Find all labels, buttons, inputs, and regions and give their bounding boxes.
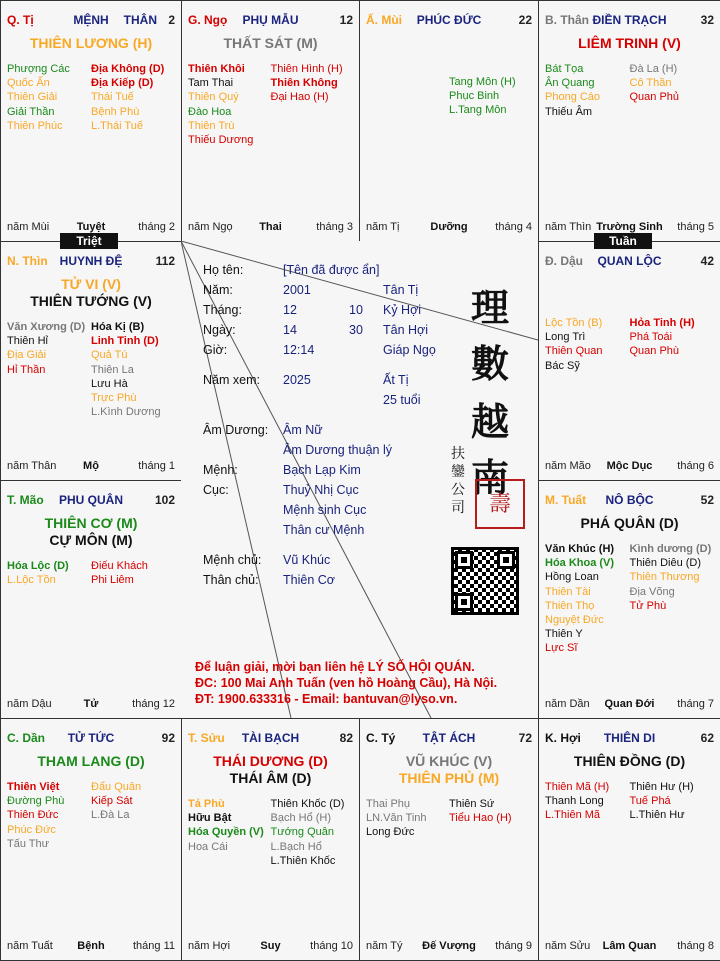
tieu-han-year: năm Hợi — [188, 940, 231, 952]
tieu-han-year: năm Thân — [7, 460, 57, 472]
info-cuc-label: Cục: — [203, 483, 229, 497]
palace-cell-suu[interactable] — [181, 718, 360, 961]
info-thanchu: Thiên Cơ — [283, 573, 335, 587]
minor-stars-right — [449, 75, 532, 118]
minor-stars-right — [91, 320, 175, 419]
minor-star: Phượng Các — [7, 63, 70, 75]
palace-name: PHU QUÂN — [58, 493, 123, 507]
minor-star: Đẩu Quân — [91, 781, 142, 793]
minor-star: Thái Tuế — [91, 91, 134, 104]
tuan-tab: Tuần — [594, 233, 652, 249]
minor-star: Long Trì — [545, 331, 586, 344]
tieu-han-year: năm Tý — [366, 940, 403, 952]
minor-star: Lực Sĩ — [545, 642, 578, 655]
minor-stars-left — [366, 797, 449, 840]
minor-star: Hoa Cái — [188, 840, 228, 853]
center-info-panel — [181, 241, 538, 718]
nguyet-han-month: tháng 3 — [316, 221, 353, 233]
nguyet-han-month: tháng 8 — [677, 940, 714, 952]
info-ho-ten-label: Họ tên: — [203, 263, 244, 277]
minor-star: Thiên Tài — [545, 585, 591, 598]
palace-cell-thin[interactable] — [0, 241, 182, 481]
palace-name: QUAN LỘC — [597, 254, 662, 268]
minor-star: Bệnh Phù — [91, 105, 140, 118]
minor-stars-left — [545, 316, 630, 373]
minor-star: Thiên Không — [270, 77, 338, 90]
minor-star: Đà La (H) — [629, 63, 678, 75]
palace-header — [366, 13, 532, 29]
minor-star: Trực Phù — [91, 392, 137, 405]
truong-sinh: Trường Sinh — [596, 221, 663, 233]
minor-stars-right — [91, 62, 175, 133]
palace-cell-ti[interactable] — [0, 0, 182, 242]
minor-star: L.Bạch Hổ — [270, 840, 322, 853]
minor-star: Thiếu Âm — [545, 105, 593, 118]
palace-header — [7, 254, 175, 270]
minor-stars-left — [545, 62, 630, 119]
dai-han-number: 52 — [700, 493, 714, 507]
company-small-text: 扶鑾公司 — [451, 446, 465, 516]
info-menh: Bạch Lạp Kim — [283, 463, 361, 477]
dai-han-number: 62 — [700, 731, 714, 745]
palace-header — [188, 731, 353, 747]
palace-footer — [7, 460, 175, 474]
minor-star: Tướng Quân — [270, 826, 334, 839]
minor-star: Quan Phù — [629, 345, 680, 358]
info-amduong: Âm Nữ — [283, 423, 323, 437]
info-gio-label: Giờ: — [203, 343, 228, 357]
minor-star: Long Đức — [366, 826, 415, 839]
minor-star: Địa Võng — [629, 585, 675, 598]
info-thang: 12 — [283, 303, 297, 317]
truong-sinh: Bệnh — [77, 940, 105, 952]
palace-name: TẬT ÁCH — [422, 731, 476, 745]
minor-star: Phá Toái — [629, 331, 673, 344]
minor-star: Thiên Trù — [188, 119, 235, 132]
minor-star: Tử Phù — [629, 599, 667, 612]
minor-star: Bác Sỹ — [545, 359, 580, 372]
minor-stars-left — [7, 62, 91, 133]
minor-star: Hồng Loan — [545, 571, 599, 584]
dai-han-number: 112 — [155, 254, 175, 268]
main-star: THIÊN TƯỚNG (V) — [30, 293, 152, 309]
palace-cell-mui[interactable] — [359, 0, 539, 242]
minor-stars-left — [545, 780, 630, 823]
minor-star: L.Thiên Mã — [545, 809, 601, 822]
minor-star: Thiên Hỉ — [7, 335, 48, 348]
tieu-han-year: năm Sửu — [545, 940, 591, 952]
minor-star: L.Lộc Tồn — [7, 574, 56, 587]
info-namxem: 2025 — [283, 373, 311, 387]
minor-star: Hỉ Thần — [7, 363, 46, 376]
triet-tab: Triệt — [60, 233, 118, 249]
palace-header — [545, 13, 714, 29]
qr-code-icon[interactable] — [451, 547, 519, 615]
minor-star: Thiên Thọ — [545, 599, 595, 612]
palace-footer — [545, 698, 714, 712]
nguyet-han-month: tháng 6 — [677, 460, 714, 472]
dai-han-number: 92 — [161, 731, 175, 745]
minor-stars-left — [7, 559, 91, 587]
minor-star: Hóa Kị (B) — [91, 321, 145, 333]
minor-stars-right — [91, 780, 175, 823]
dai-han-number: 42 — [700, 254, 714, 268]
palace-name: TÀI BẠCH — [241, 731, 300, 745]
minor-star: Phong Cáo — [545, 91, 601, 104]
minor-star: Hóa Lộc (D) — [7, 560, 69, 572]
minor-star: Lộc Tồn (B) — [545, 317, 603, 329]
minor-star: Quốc Ấn — [7, 77, 50, 90]
info-gio-canchi: Giáp Ngọ — [383, 343, 436, 357]
calligraphy-char-2: 數 — [471, 341, 510, 386]
minor-star: Điếu Khách — [91, 560, 148, 572]
than-marker: THÂN — [123, 13, 157, 27]
info-ngay: 14 — [283, 323, 297, 337]
info-cuc2: Mệnh sinh Cục — [283, 503, 367, 517]
palace-name: ĐIỀN TRẠCH — [592, 13, 667, 27]
contact-line-2: ĐC: 100 Mai Anh Tuấn (ven hồ Hoàng Cầu), Hà Nội. — [195, 676, 498, 690]
palace-name: HUYNH ĐỆ — [59, 254, 123, 268]
palace-footer — [188, 221, 353, 235]
info-nam-label: Năm: — [203, 283, 233, 297]
can-chi: T. Mão — [7, 493, 44, 507]
nguyet-han-month: tháng 9 — [495, 940, 532, 952]
minor-star: Lưu Hà — [91, 377, 128, 390]
palace-header — [545, 731, 714, 747]
truong-sinh: Tử — [83, 698, 99, 710]
can-chi: B. Thân — [545, 13, 589, 27]
nguyet-han-month: tháng 5 — [677, 221, 714, 233]
main-star: THIÊN CƠ (M) — [44, 515, 138, 531]
nguyet-han-month: tháng 7 — [677, 698, 714, 710]
can-chi: G. Ngọ — [188, 13, 228, 27]
minor-star: Thiên Khốc (D) — [270, 798, 345, 810]
nguyet-han-month: tháng 10 — [310, 940, 353, 952]
info-ngay-canchi: Tân Hợi — [383, 323, 429, 337]
info-thang-am: 10 — [349, 303, 363, 317]
main-star: VŨ KHÚC (V) — [405, 753, 493, 769]
palace-footer — [545, 940, 714, 954]
palace-header — [7, 13, 175, 29]
minor-star: Thanh Long — [545, 795, 604, 808]
minor-star: L.Kình Dương — [91, 406, 161, 419]
minor-star: Bát Tọa — [545, 63, 584, 75]
dai-han-number: 102 — [154, 493, 175, 507]
minor-stars-right — [630, 780, 715, 823]
dai-han-number: 72 — [518, 731, 532, 745]
minor-star: LN.Văn Tinh — [366, 812, 427, 825]
info-thanchu-label: Thân chủ: — [203, 573, 259, 587]
info-thang-label: Tháng: — [203, 303, 242, 317]
minor-star: Thiên Việt — [7, 781, 60, 793]
minor-star: Đại Hao (H) — [270, 91, 329, 104]
can-chi: Ấ. Mùi — [366, 13, 402, 27]
minor-stars-right — [630, 542, 715, 613]
minor-star: Tang Môn (H) — [449, 76, 516, 88]
palace-footer — [7, 698, 175, 712]
minor-star: Phi Liêm — [91, 574, 134, 587]
dai-han-number: 2 — [168, 13, 175, 27]
info-ho-ten: [Tên đã được ẩn] — [283, 263, 380, 277]
can-chi: K. Hợi — [545, 731, 581, 745]
info-namxem-label: Năm xem: — [203, 373, 260, 387]
minor-star: Thiên Hư (H) — [629, 781, 694, 793]
palace-cell-ngo[interactable] — [181, 0, 360, 242]
truong-sinh: Mộc Dục — [606, 460, 653, 472]
palace-footer — [188, 940, 353, 954]
palace-cell-hoi[interactable] — [538, 718, 720, 961]
minor-star: Bạch Hổ (H) — [270, 812, 332, 825]
tieu-han-year: năm Tuất — [7, 940, 53, 952]
minor-star: Linh Tinh (D) — [91, 335, 159, 348]
minor-star: L.Thiên Hư — [629, 809, 685, 822]
palace-header — [545, 493, 714, 509]
tieu-han-year: năm Mão — [545, 460, 591, 472]
minor-stars-right — [449, 797, 532, 825]
palace-header — [366, 731, 532, 747]
minor-star: Địa Kiếp (D) — [91, 77, 154, 90]
truong-sinh: Lâm Quan — [602, 940, 657, 952]
minor-star: Tiểu Hao (H) — [449, 812, 512, 825]
minor-star: Đào Hoa — [188, 105, 232, 118]
minor-star: Hỏa Tinh (H) — [629, 317, 695, 329]
dai-han-number: 32 — [700, 13, 714, 27]
truong-sinh: Đế Vượng — [422, 940, 476, 952]
minor-star: L.Thiên Khốc — [270, 854, 336, 867]
info-nam: 2001 — [283, 283, 311, 297]
tieu-han-year: năm Thìn — [545, 221, 592, 233]
minor-star: Hữu Bật — [188, 812, 232, 825]
minor-star: L.Thái Tuế — [91, 119, 143, 132]
info-cuc: Thuỷ Nhị Cục — [283, 483, 359, 497]
dai-han-number: 22 — [518, 13, 532, 27]
minor-star: Tấu Thư — [7, 837, 50, 850]
nguyet-han-month: tháng 11 — [132, 940, 175, 952]
minor-star: Tam Thai — [188, 77, 234, 90]
palace-footer — [545, 460, 714, 474]
minor-star: Thiên Khôi — [188, 63, 245, 75]
info-namxem-canchi: Ất Tị — [383, 373, 409, 387]
minor-star: Thiên Quan — [545, 345, 603, 358]
palace-name: NÔ BỘC — [605, 493, 654, 507]
info-menh-label: Mệnh: — [203, 463, 238, 477]
minor-star: Thiên Diêu (D) — [629, 557, 702, 570]
truong-sinh: Tuyệt — [76, 221, 106, 233]
contact-block — [195, 659, 535, 707]
main-star: THÁI ÂM (D) — [229, 770, 312, 786]
minor-star: Tuế Phá — [629, 795, 671, 808]
palace-name: THIÊN DI — [603, 731, 656, 745]
minor-star: L.Đà La — [91, 809, 130, 822]
minor-star: Ân Quang — [545, 77, 595, 90]
red-seal: 壽 — [475, 479, 525, 529]
minor-star: Hóa Quyền (V) — [188, 826, 264, 839]
minor-star: Thiên Thương — [629, 571, 700, 584]
info-menhchu: Vũ Khúc — [283, 553, 331, 567]
main-star: THIÊN ĐỒNG (D) — [573, 753, 686, 769]
palace-cell-dan[interactable] — [0, 718, 182, 961]
info-amduong2: Âm Dương thuận lý — [283, 443, 392, 457]
minor-star: Phúc Đức — [7, 823, 56, 836]
minor-stars-left — [188, 62, 271, 147]
minor-star: L.Tang Môn — [449, 104, 507, 117]
tieu-han-year: năm Dần — [545, 698, 590, 710]
contact-line-3[interactable]: ĐT: 1900.633316 - Email: bantuvan@lyso.vn. — [195, 692, 458, 706]
minor-star: Quan Phủ — [629, 91, 680, 104]
palace-cell-tuat[interactable] — [538, 480, 720, 719]
info-ngay-am: 30 — [349, 323, 363, 337]
minor-stars-right — [630, 316, 715, 359]
nguyet-han-month: tháng 4 — [495, 221, 532, 233]
main-star: THIÊN PHỦ (M) — [398, 770, 500, 786]
minor-star: Địa Giải — [7, 349, 47, 362]
minor-star: Thiếu Dương — [188, 134, 254, 147]
minor-star: Địa Không (D) — [91, 63, 165, 75]
info-cuc3: Thân cư Mệnh — [283, 523, 365, 537]
palace-header — [7, 731, 175, 747]
palace-cell-ty[interactable] — [359, 718, 539, 961]
info-menhchu-label: Mệnh chủ: — [203, 553, 262, 567]
truong-sinh: Suy — [260, 940, 281, 952]
dai-han-number: 82 — [339, 731, 353, 745]
minor-star: Đường Phù — [7, 795, 65, 808]
main-star: THIÊN LƯƠNG (H) — [29, 35, 153, 51]
info-thang-canchi: Kỷ Hợi — [383, 303, 422, 317]
tieu-han-year: năm Ngọ — [188, 221, 233, 233]
minor-stars-left — [7, 780, 91, 851]
minor-star: Tả Phù — [188, 798, 225, 810]
main-star: PHÁ QUÂN (D) — [580, 515, 679, 531]
palace-header — [188, 13, 353, 29]
main-star: THAM LANG (D) — [37, 753, 145, 769]
minor-star: Thiên Đức — [7, 809, 59, 822]
minor-star: Thiên Mã (H) — [545, 781, 610, 793]
minor-star: Cô Thần — [629, 77, 672, 90]
palace-name: PHÚC ĐỨC — [416, 13, 482, 27]
info-nam-canchi: Tân Tị — [383, 283, 419, 297]
minor-star: Hóa Khoa (V) — [545, 557, 615, 570]
minor-star: Nguyệt Đức — [545, 614, 604, 627]
palace-footer — [366, 221, 532, 235]
calligraphy-char-3: 越 — [471, 399, 510, 444]
minor-star: Thiên Hình (H) — [270, 63, 343, 75]
dai-han-number: 12 — [339, 13, 353, 27]
minor-star: Thiên Quý — [188, 91, 239, 104]
minor-star: Thiên Giải — [7, 91, 58, 104]
can-chi: C. Dần — [7, 731, 46, 745]
minor-star: Thiên Phúc — [7, 119, 63, 132]
info-amduong-label: Âm Dương: — [203, 423, 269, 437]
palace-header — [7, 493, 175, 509]
can-chi: C. Tý — [366, 731, 396, 745]
truong-sinh: Quan Đới — [604, 698, 655, 710]
main-star: LIÊM TRINH (V) — [578, 35, 681, 51]
truong-sinh: Mộ — [83, 460, 99, 472]
calligraphy-char-4: 南 — [471, 455, 510, 500]
minor-star: Quả Tú — [91, 349, 128, 362]
main-star: THÁI DƯƠNG (D) — [213, 753, 328, 769]
truong-sinh: Dưỡng — [430, 221, 468, 233]
minor-stars-left — [188, 797, 271, 854]
palace-name: MỆNH — [73, 13, 109, 27]
minor-star: Giải Thần — [7, 105, 55, 118]
minor-stars-right — [630, 62, 715, 105]
minor-star: Kình dương (D) — [629, 543, 712, 555]
can-chi: N. Thìn — [7, 254, 48, 268]
nguyet-han-month: tháng 12 — [132, 698, 175, 710]
calligraphy-char-1: 理 — [471, 285, 510, 330]
main-star: TỬ VI (V) — [61, 276, 121, 292]
tieu-han-year: năm Dậu — [7, 698, 52, 710]
minor-star: Văn Xương (D) — [7, 321, 86, 333]
palace-footer — [7, 940, 175, 954]
minor-star: Thiên Sứ — [449, 798, 495, 810]
minor-stars-right — [91, 559, 175, 587]
truong-sinh: Thai — [259, 221, 282, 233]
palace-name: PHỤ MẪU — [242, 13, 299, 27]
can-chi: Đ. Dậu — [545, 254, 584, 268]
palace-cell-than[interactable] — [538, 0, 720, 242]
minor-star: Thiên Y — [545, 628, 583, 641]
minor-star: Phục Binh — [449, 90, 500, 103]
palace-cell-mao[interactable] — [0, 480, 182, 719]
minor-star: Kiếp Sát — [91, 795, 133, 808]
info-ngay-label: Ngày: — [203, 323, 236, 337]
contact-line-1: Để luận giải, mời bạn liên hệ LÝ SỐ HỘI QUÁN. — [195, 660, 475, 674]
main-star: THẤT SÁT (M) — [223, 35, 318, 51]
tieu-han-year: năm Mùi — [7, 221, 50, 233]
info-gio: 12:14 — [283, 343, 315, 357]
palace-name: TỬ TỨC — [67, 731, 115, 745]
can-chi: M. Tuất — [545, 493, 587, 507]
minor-star: Văn Khúc (H) — [545, 543, 615, 555]
palace-cell-dau[interactable] — [538, 241, 720, 481]
minor-stars-right — [271, 62, 354, 105]
minor-star: Thiên La — [91, 363, 134, 376]
nguyet-han-month: tháng 1 — [138, 460, 175, 472]
can-chi: T. Sửu — [188, 731, 225, 745]
palace-footer — [366, 940, 532, 954]
can-chi: Q. Tị — [7, 13, 34, 27]
tieu-han-year: năm Tị — [366, 221, 400, 233]
nguyet-han-month: tháng 2 — [138, 221, 175, 233]
minor-stars-right — [271, 797, 354, 868]
minor-stars-left — [7, 320, 91, 377]
palace-header — [545, 254, 714, 270]
main-star: CỰ MÔN (M) — [49, 532, 133, 548]
minor-stars-left — [545, 542, 630, 656]
minor-star: Thai Phụ — [366, 798, 411, 810]
info-tuoi: 25 tuổi — [383, 393, 421, 407]
